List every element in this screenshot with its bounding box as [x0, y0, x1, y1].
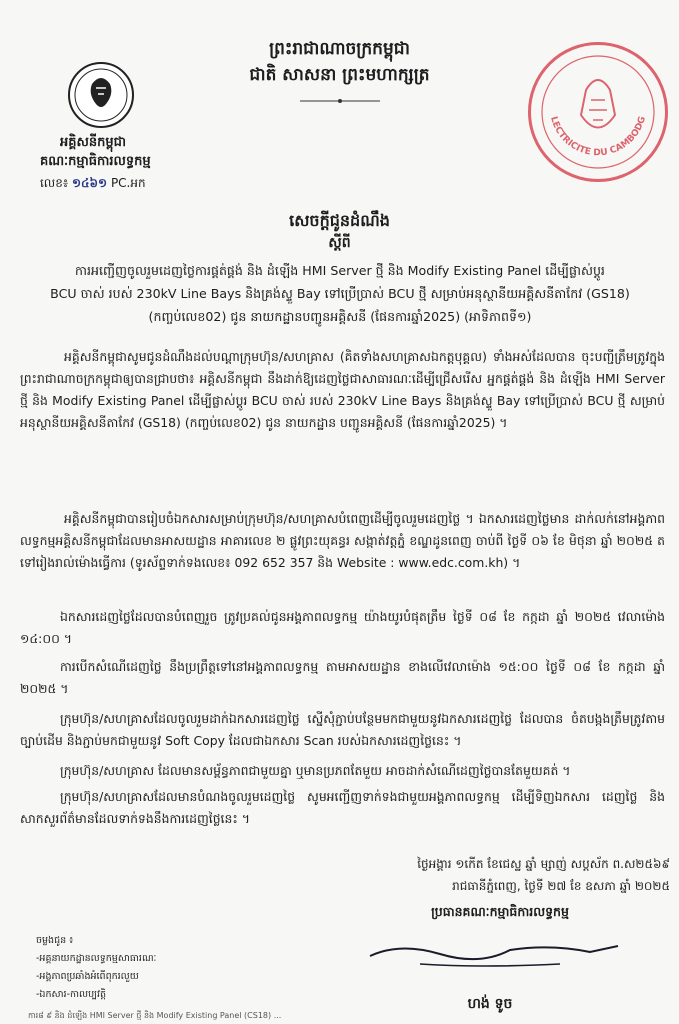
paragraph-6-text: ក្រុមហ៊ុន/សហគ្រាស ដែលមានសម្ព័ន្ធភាពជាមួយគ្នា ឬមានប្រភពតែមួយ អាចដាក់សំណើដេញថ្លៃបានតែមួយគត់ ។ [60, 763, 571, 778]
signer-title: ប្រធានគណៈកម្មាធិការលទ្ធកម្ម [431, 904, 569, 919]
cc-item: -ឯកសារ-កាលប្បវត្តិ [36, 989, 106, 1000]
number-value: ១៤៦១ [71, 176, 108, 190]
handwritten-signature [360, 924, 630, 974]
document-number [40, 175, 146, 193]
number-label: លេខ៖ [40, 176, 69, 190]
paragraph-4-text: ការបើកសំណើដេញថ្លៃ នឹងប្រព្រឹត្តទៅនៅអង្គភាពលទ្ធកម្ម តាមអាសយដ្ឋាន ខាងលើវេលាម៉ោង ១៥:០០ ថ្ងៃទី ០៨ ខែ កក្កដា ឆ្នាំ ២០២៥ ។ [20, 659, 665, 696]
paragraph-1-text: អគ្គិសនីកម្ពុជាសូមជូនដំណឹងដល់បណ្តាក្រុមហ៊ុន/សហគ្រាស (គិតទាំងសហគ្រាសឯកត្តបុគ្គល) ទាំងអស់ដែលបាន ចុះបញ្ជីត្រឹមត្រូវក្នុងព្រះរាជាណាចក្រកម្ពុជាឲ្យបានជ្រាបថា៖ អគ្គិសនីកម្ពុជា នឹងដាក់ឱ្យដេញថ្លៃជាសាធារណៈដើម្បីជ្រើសរើស អ្នកផ្គត់ផ្គង់ និង ដំឡើង HMI Server ថ្មី និង Modify Existing Panel ដើម្បីផ្លាស់ប្តូរ BCU ចាស់ របស់ 230kV Line Bays និងគ្រង់ស្ទួ Bay ទៅប្រើប្រាស់ BCU ថ្មី សម្រាប់អនុស្ថានីយអគ្គិសនីតាកែវ (GS18) (កញ្ចប់លេខ02) ជូន នាយកដ្ឋាន បញ្ជូនអគ្គិសនី (ផែនការឆ្នាំ2025) ។ [20, 349, 665, 430]
subject-line-3: (កញ្ចប់លេខ02) ជូន នាយកដ្ឋានបញ្ជូនអគ្គិសនី (ផែនការឆ្នាំ2025) (អាទិភាពទី១) [148, 309, 532, 324]
paragraph-7-text: ក្រុមហ៊ុន/សហគ្រាសដែលមានបំណងចូលរួមដេញថ្លៃ សូមអញ្ជើញទាក់ទងជាមួយអង្គភាពលទ្ធកម្ម ដើម្បីទិញឯកសារ ដេញថ្លៃ និងសាកសួរព័ត៌មានដែលទាក់ទងនឹងការដេញថ្លៃនេះ ។ [20, 789, 665, 826]
footer-note: ការ៨ ៩ និង ដំឡើង HMI Server ថ្មី និង Modify Existing Panel (CS18) ... [28, 1011, 282, 1020]
org-committee: គណៈកម្មាធិការលទ្ធកម្ម [40, 154, 151, 169]
cc-item: -អគ្គនាយកដ្ឋានលទ្ធកម្មសាធារណៈ [36, 953, 157, 964]
divider-ornament [270, 90, 410, 98]
subject-line-1: ការអញ្ជើញចូលរួមដេញថ្លៃការផ្គត់ផ្គង់ និង ដំឡើង HMI Server ថ្មី និង Modify Existing Panel ដើម្បីផ្លាស់ប្តូរ [75, 263, 605, 278]
motto-heading: ជាតិ សាសនា ព្រះមហាក្សត្រ [249, 65, 430, 85]
official-stamp [528, 42, 668, 182]
paragraph-5 [20, 708, 665, 752]
solar-date: រាជធានីភ្នំពេញ, ថ្ងៃទី ២៧ ខែ ឧសភា ឆ្នាំ ២០២៥ [452, 879, 670, 893]
notice-title: សេចក្តីជូនដំណឹង [289, 211, 390, 230]
cc-item: -អង្គភាពប្រឆាំងអំពើពុករលួយ [36, 971, 139, 982]
lunar-date: ថ្ងៃអង្គារ ១កើត ខែជេស្ឋ ឆ្នាំ ម្សាញ់ សប្តស័ក ព.ស២៥៦៩ [417, 857, 670, 871]
paragraph-4 [20, 656, 665, 700]
org-name: អគ្គិសនីកម្ពុជា [60, 135, 127, 150]
paragraph-5-text: ក្រុមហ៊ុន/សហគ្រាសដែលចូលរួមដាក់ឯកសារដេញថ្លៃ ស្នើសុំភ្ជាប់បន្ថែមមកជាមួយនូវឯកសារដេញថ្លៃ ដែលបាន ចំតបង្កងត្រឹមត្រូវតាមច្បាប់ដើម និងភ្ជាប់មកជាមួយនូវ Soft Copy ដែលជាឯកសារ Scan របស់ឯកសារដេញថ្លៃនេះ ។ [20, 711, 665, 748]
stamp-text: LECTRICITE DU CAMBODG [548, 115, 648, 159]
paragraph-2-text: អគ្គិសនីកម្ពុជាបានរៀបចំឯកសារសម្រាប់ក្រុមហ៊ុន/សហគ្រាសបំពេញដើម្បីចូលរួមដេញថ្លៃ ។ ឯកសារដេញថ្លៃមាន ដាក់លក់នៅអង្គភាពលទ្ធកម្មអគ្គិសនីកម្ពុជាដែលមានអាសយដ្ឋាន អាគារលេខ ២ ផ្លូវព្រះយុគន្ធរ សង្កាត់វត្តភ្នំ ខណ្ឌដូនពេញ ចាប់ពី ថ្ងៃទី ០៦ ខែ មិថុនា ឆ្នាំ ២០២៥ តទៅរៀងរាល់ម៉ោងធ្វើការ (ទូរស័ព្ទទាក់ទងលេខ៖ 092 652 357 និង Website : www.edc.com.kh) ។ [20, 511, 665, 570]
paragraph-2 [20, 508, 665, 574]
svg-text:ELECTRICITE DU CAMBODGE [531, 45, 648, 158]
number-suffix: PC.អក [110, 176, 146, 190]
paragraph-3-text: ឯកសារដេញថ្លៃដែលបានបំពេញរួច ត្រូវប្រគល់ជូនអង្គភាពលទ្ធកម្ម យ៉ាងយូរបំផុតត្រឹម ថ្ងៃទី ០៨ ខែ កក្កដា ឆ្នាំ ២០២៥ វេលាម៉ោង ១៤:០០ ។ [20, 609, 665, 646]
paragraph-1 [20, 346, 665, 434]
edc-logo [68, 62, 134, 128]
paragraph-6 [20, 760, 665, 782]
subject-line-2: BCU ចាស់ របស់ 230kV Line Bays និងគ្រង់ស្ទួ Bay ទៅប្រើប្រាស់ BCU ថ្មី សម្រាប់អនុស្ថានីយអគ្គិសនីតាកែវ (GS18) [50, 286, 630, 301]
paragraph-7 [20, 786, 665, 830]
kingdom-heading: ព្រះរាជាណាចក្រកម្ពុជា [269, 39, 410, 59]
notice-subtitle: ស្តីពី [328, 235, 351, 251]
cc-heading: ចម្លងជូន ៖ [36, 935, 74, 946]
paragraph-3 [20, 606, 665, 650]
signer-name: ហង់ ទូច [467, 996, 513, 1012]
